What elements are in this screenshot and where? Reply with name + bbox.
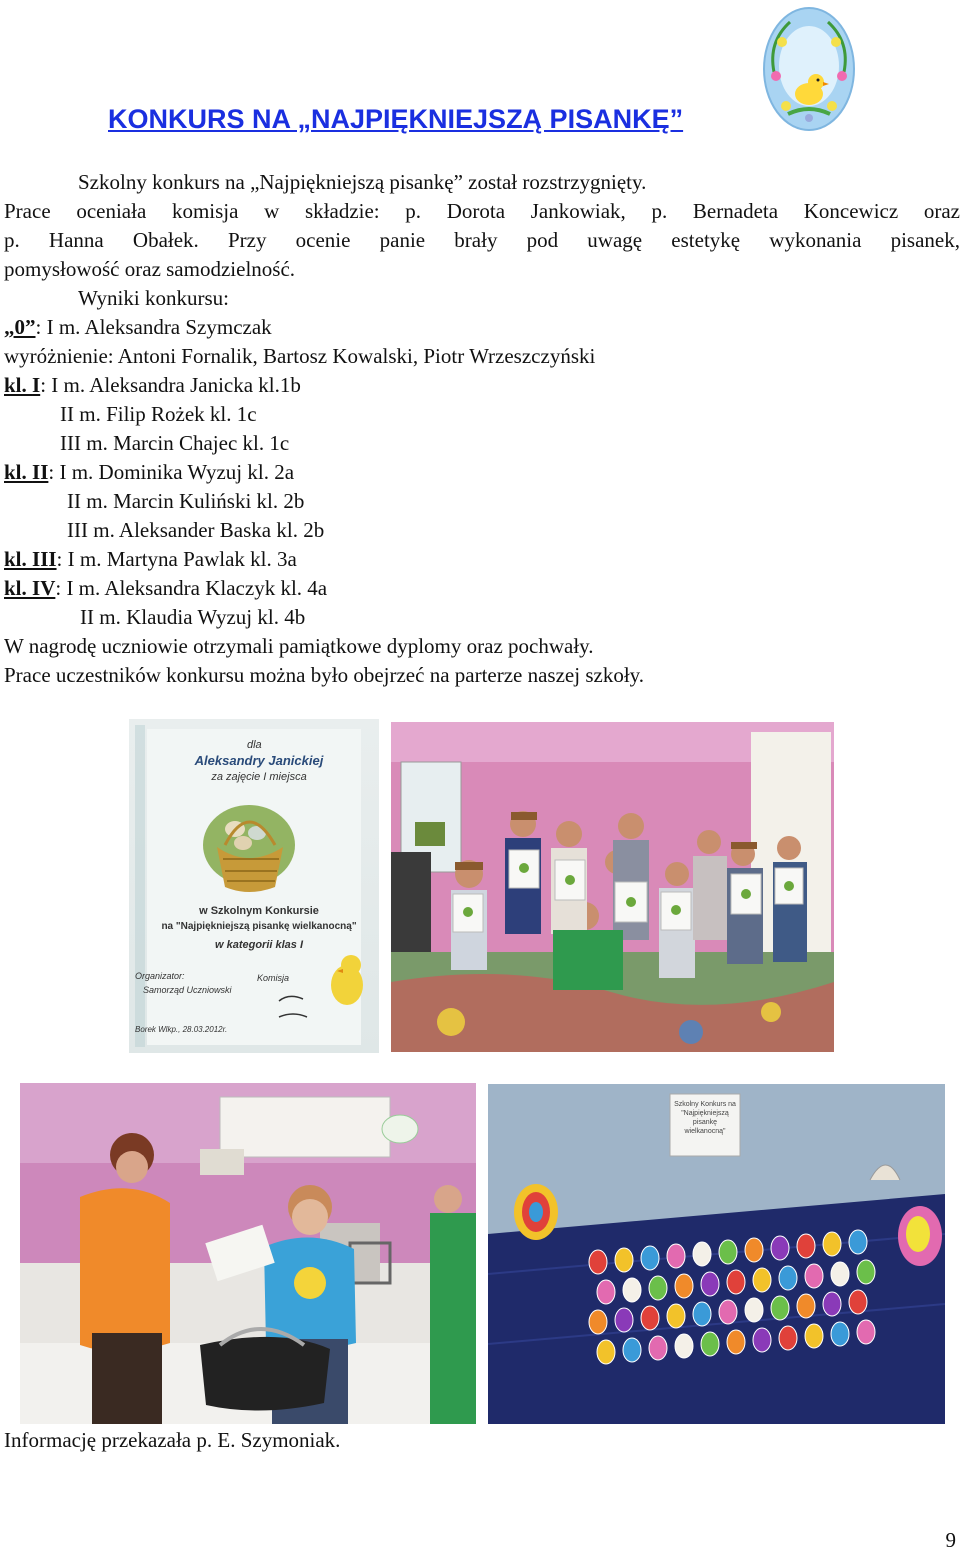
- zero-label: „0”: [4, 315, 36, 339]
- easter-egg-icon: [760, 2, 858, 132]
- painted-egg: [857, 1260, 875, 1284]
- class-4-first: : I m. Aleksandra Klaczyk kl. 4a: [55, 576, 328, 600]
- class-1-roman: I: [32, 373, 41, 397]
- eggs-sign-text: Szkolny Konkurs na "Najpiękniejszą pisankę wielkanocną": [674, 1101, 736, 1135]
- diploma-photo: [129, 719, 379, 1053]
- diploma-contest-2: na "Najpiękniejszą pisankę wielkanocną": [161, 921, 357, 932]
- painted-egg: [719, 1240, 737, 1264]
- painted-egg: [753, 1268, 771, 1292]
- painted-egg: [771, 1296, 789, 1320]
- intro-line-2: Prace oceniała komisja w składzie: p. Dorota Jankowiak, p. Bernadeta Koncewicz oraz: [4, 199, 960, 223]
- painted-egg: [597, 1340, 615, 1364]
- painted-egg: [623, 1338, 641, 1362]
- painted-egg: [701, 1272, 719, 1296]
- painted-egg: [823, 1232, 841, 1256]
- class-2-prefix: kl.: [4, 460, 33, 484]
- painted-egg: [805, 1264, 823, 1288]
- painted-egg: [831, 1322, 849, 1346]
- result-class-1-third: III m. Marcin Chajec kl. 1c: [60, 431, 290, 455]
- class-3-first: : I m. Martyna Pawlak kl. 3a: [56, 547, 297, 571]
- painted-egg: [779, 1266, 797, 1290]
- teacher-child-photo: [20, 1083, 476, 1424]
- painted-egg: [675, 1274, 693, 1298]
- painted-egg: [823, 1292, 841, 1316]
- intro-line-4: pomysłowość oraz samodzielność.: [4, 257, 296, 281]
- painted-egg: [727, 1330, 745, 1354]
- painted-egg: [675, 1334, 693, 1358]
- diploma-category: w kategorii klas I: [214, 939, 304, 951]
- diploma-place: za zajęcie I miejsca: [211, 771, 307, 783]
- diploma-organizer: Organizator:: [135, 971, 185, 981]
- painted-egg: [589, 1250, 607, 1274]
- result-class-2-first: [4, 460, 294, 484]
- result-class-4-second: II m. Klaudia Wyzuj kl. 4b: [80, 605, 306, 629]
- painted-egg: [849, 1290, 867, 1314]
- diploma-date: Borek Wlkp., 28.03.2012r.: [135, 1025, 228, 1034]
- result-distinction: wyróżnienie: Antoni Fornalik, Bartosz Kowalski, Piotr Wrzeszczyński: [4, 344, 596, 368]
- class-4-prefix: kl.: [4, 576, 33, 600]
- eggs-display-photo: [488, 1084, 945, 1424]
- results-heading: Wyniki konkursu:: [78, 286, 229, 310]
- intro-line-3: p. Hanna Obałek. Przy ocenie panie brały pod uwagę estetykę wykonania pisanek,: [4, 228, 960, 252]
- painted-egg: [719, 1300, 737, 1324]
- diploma-contest-1: w Szkolnym Konkursie: [199, 905, 319, 917]
- painted-egg: [831, 1262, 849, 1286]
- painted-egg: [857, 1320, 875, 1344]
- diploma-committee: Komisja: [257, 973, 290, 983]
- footer-note: Informację przekazała p. E. Szymoniak.: [4, 1428, 341, 1452]
- painted-egg: [779, 1326, 797, 1350]
- closing-line-1: W nagrodę uczniowie otrzymali pamiątkowe dyplomy oraz pochwały.: [4, 634, 594, 658]
- painted-egg: [753, 1328, 771, 1352]
- painted-egg: [693, 1302, 711, 1326]
- page-title: KONKURS NA „NAJPIĘKNIEJSZĄ PISANKĘ”: [108, 104, 684, 134]
- result-class-1-first: [4, 373, 301, 397]
- class-2-roman: II: [32, 460, 49, 484]
- class-3-roman: III: [32, 547, 57, 571]
- result-class-4-first: [4, 576, 327, 600]
- painted-egg: [849, 1230, 867, 1254]
- diploma-for: dla: [247, 739, 262, 751]
- page-number: 9: [945, 1528, 956, 1552]
- class-1-first: : I m. Aleksandra Janicka kl.1b: [40, 373, 301, 397]
- painted-egg: [641, 1246, 659, 1270]
- diploma-organizer-name: Samorząd Uczniowski: [143, 985, 232, 995]
- painted-egg: [667, 1244, 685, 1268]
- painted-egg: [641, 1306, 659, 1330]
- class-3-prefix: kl.: [4, 547, 33, 571]
- painted-egg: [649, 1276, 667, 1300]
- painted-egg: [615, 1248, 633, 1272]
- painted-egg: [623, 1278, 641, 1302]
- diploma-name: Aleksandry Janickiej: [194, 753, 324, 768]
- painted-egg: [805, 1324, 823, 1348]
- result-zero: [4, 315, 272, 339]
- painted-egg: [667, 1304, 685, 1328]
- zero-winner: : I m. Aleksandra Szymczak: [35, 315, 272, 339]
- painted-egg: [597, 1280, 615, 1304]
- result-class-3-first: [4, 547, 297, 571]
- painted-egg: [745, 1238, 763, 1262]
- painted-egg: [615, 1308, 633, 1332]
- result-class-1-second: II m. Filip Rożek kl. 1c: [60, 402, 257, 426]
- children-group-photo: [391, 722, 834, 1052]
- painted-egg: [693, 1242, 711, 1266]
- painted-egg: [797, 1294, 815, 1318]
- painted-egg: [701, 1332, 719, 1356]
- painted-egg: [797, 1234, 815, 1258]
- painted-egg: [771, 1236, 789, 1260]
- result-class-2-second: II m. Marcin Kuliński kl. 2b: [67, 489, 305, 513]
- class-1-prefix: kl.: [4, 373, 33, 397]
- intro-line-1: Szkolny konkurs na „Najpiękniejszą pisankę” został rozstrzygnięty.: [78, 170, 647, 194]
- painted-egg: [589, 1310, 607, 1334]
- painted-egg: [727, 1270, 745, 1294]
- class-2-first: : I m. Dominika Wyzuj kl. 2a: [48, 460, 295, 484]
- painted-egg: [745, 1298, 763, 1322]
- result-class-2-third: III m. Aleksander Baska kl. 2b: [67, 518, 325, 542]
- painted-egg: [649, 1336, 667, 1360]
- class-4-roman: IV: [32, 576, 56, 600]
- closing-line-2: Prace uczestników konkursu można było obejrzeć na parterze naszej szkoły.: [4, 663, 645, 687]
